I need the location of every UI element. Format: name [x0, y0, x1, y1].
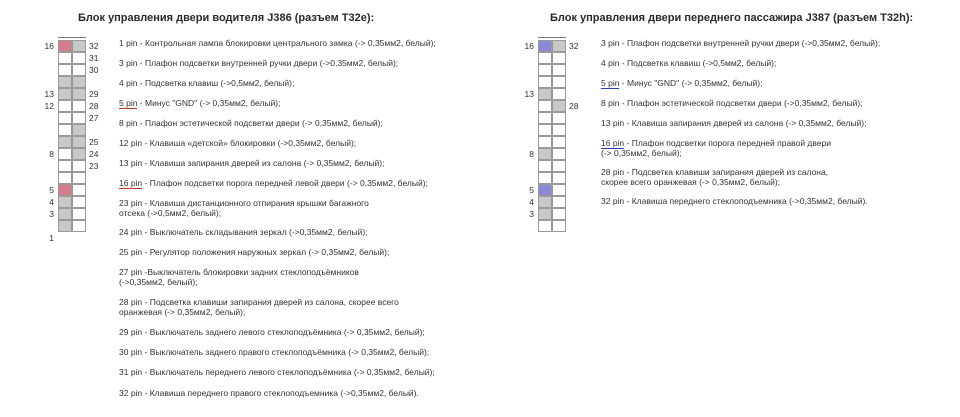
connector-pin-cell	[58, 148, 72, 160]
pin-description	[119, 38, 436, 48]
connector-pin-cell	[72, 136, 86, 148]
pin-description	[119, 198, 369, 218]
pin-number-label: 13	[524, 89, 534, 99]
pin-text: - Плафон подсветки порога передней правой двери	[624, 138, 832, 148]
pin-ref: 3 pin	[119, 58, 138, 68]
pin-text: - Минус "GND" (-> 0,35мм2, белый);	[619, 78, 763, 88]
connector-pin-cell	[552, 52, 566, 64]
pin-ref: 25 pin	[119, 247, 143, 257]
connector-pin-cell	[58, 52, 72, 64]
pin-text-continued: скорее всего оранжевая (-> 0,35мм2, белый);	[601, 177, 781, 187]
pin-number-label: 29	[89, 89, 99, 99]
pin-ref: 29 pin	[119, 327, 143, 337]
connector-pin-cell	[72, 160, 86, 172]
pin-number-label: 4	[49, 197, 54, 207]
connector-pin-cell	[58, 88, 72, 100]
pin-description	[119, 58, 398, 68]
pin-text: - Плафон подсветки внутренней ручки двери (->0,35мм2, белый);	[619, 38, 881, 48]
pin-number-label: 1	[49, 233, 54, 243]
pin-description	[119, 367, 435, 377]
pin-number-label: 3	[529, 209, 534, 219]
pin-ref: 4 pin	[601, 58, 620, 68]
pin-number-label: 24	[89, 149, 99, 159]
pin-number-label: 28	[569, 101, 579, 111]
connector-pin-cell	[58, 76, 72, 88]
pin-ref: 28 pin	[119, 297, 143, 307]
connector-pin-cell	[552, 88, 566, 100]
pin-text: - Плафон подсветки внутренней ручки двери (->0,35мм2, белый);	[137, 58, 399, 68]
connector-pin-cell	[58, 64, 72, 76]
pin-description	[119, 388, 419, 398]
connector-pin-cell	[538, 40, 552, 52]
connector-pin-cell	[552, 76, 566, 88]
pin-ref: 32 pin	[601, 196, 625, 206]
pin-number-label: 32	[89, 41, 99, 51]
connector-pin-cell	[538, 112, 552, 124]
pin-text: -Выключатель блокировки задних стеклоподъёмников	[142, 267, 359, 277]
pin-number-label: 8	[49, 149, 54, 159]
pin-text: - Клавиша переднего стеклоподъемника (->0,35мм2, белый).	[624, 196, 868, 206]
pin-text: - Выключатель заднего правого стеклоподъёмника (-> 0,35мм2, белый);	[142, 347, 430, 357]
pin-text: - Подсветка клавиш (->0,5мм2, белый);	[137, 78, 295, 88]
pin-text: - Клавиша запирания дверей из салона (-> 0,35мм2, белый);	[142, 158, 385, 168]
connector-pin-cell	[538, 136, 552, 148]
connector-pin-cell	[72, 88, 86, 100]
connector-pin-cell	[538, 184, 552, 196]
pin-text-continued: оранжевая (-> 0,35мм2, белый);	[119, 307, 246, 317]
pin-text-continued: отсека (->0,5мм2, белый);	[119, 208, 222, 218]
pin-description	[601, 118, 867, 128]
pin-ref: 16 pin	[119, 178, 143, 188]
pin-text: - Выключатель складывания зеркал (->0,35мм2, белый);	[142, 227, 368, 237]
pin-number-label: 16	[524, 41, 534, 51]
connector-pin-cell	[58, 124, 72, 136]
pin-number-label: 31	[89, 53, 99, 63]
connector-pin-cell	[72, 64, 86, 76]
pin-ref: 23 pin	[119, 198, 143, 208]
connector-pin-cell	[72, 148, 86, 160]
pin-number-label: 32	[569, 41, 579, 51]
pin-text: - Регулятор положения наружных зеркал (-> 0,35мм2, белый);	[142, 247, 390, 257]
pin-ref: 31 pin	[119, 367, 143, 377]
connector-pin-cell	[538, 172, 552, 184]
connector-pin-cell	[552, 124, 566, 136]
connector-pin-cell	[58, 100, 72, 112]
pin-description	[119, 98, 280, 108]
connector-pin-cell	[72, 112, 86, 124]
connector-pin-cell	[72, 196, 86, 208]
pin-text: - Минус "GND" (-> 0,35мм2, белый);	[137, 98, 281, 108]
connector-pin-cell	[72, 52, 86, 64]
pin-ref: 3 pin	[601, 38, 620, 48]
pin-text: - Выключатель заднего левого стеклоподъёмника (-> 0,35мм2, белый);	[142, 327, 425, 337]
connector-pin-cell	[538, 88, 552, 100]
pin-description	[601, 196, 868, 206]
pin-text: - Плафон эстетической подсветки двери (->0,35мм2, белый);	[619, 98, 863, 108]
pin-description	[119, 227, 368, 237]
connector-pin-cell	[72, 220, 86, 232]
pin-number-label: 30	[89, 65, 99, 75]
pin-ref: 16 pin	[601, 138, 625, 148]
pin-text-continued: (->0,35мм2, белый);	[119, 277, 198, 287]
connector-pin-cell	[538, 124, 552, 136]
pin-number-label: 5	[529, 185, 534, 195]
pin-ref: 1 pin	[119, 38, 138, 48]
pin-number-label: 25	[89, 137, 99, 147]
pin-number-label: 8	[529, 149, 534, 159]
connector-pin-cell	[58, 136, 72, 148]
connector-pin-cell	[538, 208, 552, 220]
left-connector-diagram	[40, 35, 110, 245]
right-connector-diagram	[520, 35, 590, 245]
pin-number-label: 27	[89, 113, 99, 123]
connector-pin-cell	[538, 148, 552, 160]
pin-ref: 8 pin	[119, 118, 138, 128]
connector-top-bar	[538, 37, 566, 38]
right-title: Блок управления двери переднего пассажира J387 (разъем T32h):	[550, 12, 914, 24]
connector-pin-cell	[552, 64, 566, 76]
connector-pin-cell	[552, 184, 566, 196]
pin-ref: 4 pin	[119, 78, 138, 88]
connector-pin-cell	[58, 196, 72, 208]
connector-pin-cell	[538, 100, 552, 112]
pin-text: - Выключатель переднего левого стеклоподъёмника (-> 0,35мм2, белый);	[142, 367, 435, 377]
connector-pin-cell	[538, 52, 552, 64]
pin-ref: 27 pin	[119, 267, 143, 277]
pin-number-label: 13	[44, 89, 54, 99]
pin-description	[119, 327, 425, 337]
pin-description	[119, 347, 429, 357]
connector-pin-cell	[552, 112, 566, 124]
connector-pin-cell	[58, 172, 72, 184]
connector-pin-cell	[72, 124, 86, 136]
connector-pin-cell	[552, 220, 566, 232]
pin-text: - Подсветка клавиши запирания дверей из салона,	[624, 167, 829, 177]
connector-pin-cell	[552, 208, 566, 220]
connector-pin-cell	[58, 160, 72, 172]
pin-number-label: 3	[49, 209, 54, 219]
pin-description	[601, 78, 762, 88]
pin-number-label: 12	[44, 101, 54, 111]
pin-ref: 30 pin	[119, 347, 143, 357]
pin-ref: 5 pin	[119, 98, 138, 108]
pin-text: - Контрольная лампа блокировки центрального замка (-> 0,35мм2, белый);	[137, 38, 436, 48]
connector-pin-cell	[538, 76, 552, 88]
connector-pin-cell	[72, 208, 86, 220]
pin-description	[119, 138, 356, 148]
connector-pin-cell	[552, 172, 566, 184]
pin-description	[119, 78, 294, 88]
pin-ref: 28 pin	[601, 167, 625, 177]
pin-ref: 24 pin	[119, 227, 143, 237]
pin-text-continued: (-> 0,35мм2, белый);	[601, 148, 682, 158]
pin-ref: 12 pin	[119, 138, 143, 148]
connector-pin-cell	[58, 208, 72, 220]
connector-pin-cell	[58, 40, 72, 52]
pin-text: - Клавиша дистанционного отпирания крышки багажного	[142, 198, 369, 208]
connector-pin-cell	[72, 76, 86, 88]
connector-pin-cell	[552, 160, 566, 172]
connector-pin-cell	[538, 64, 552, 76]
pin-number-label: 4	[529, 197, 534, 207]
connector-pin-cell	[58, 184, 72, 196]
connector-top-bar	[58, 37, 86, 38]
pin-description	[119, 178, 428, 188]
pin-text: - Клавиша запирания дверей из салона (-> 0,35мм2, белый);	[624, 118, 867, 128]
pin-text: - Клавиша «детской» блокировки (->0,35мм2, белый);	[142, 138, 357, 148]
pin-description	[119, 158, 385, 168]
pin-description	[119, 267, 359, 287]
pin-description	[601, 138, 831, 158]
connector-pin-cell	[58, 220, 72, 232]
pin-description	[601, 98, 863, 108]
pin-description	[601, 58, 776, 68]
pin-ref: 32 pin	[119, 388, 143, 398]
pin-number-label: 28	[89, 101, 99, 111]
pin-text: - Плафон эстетической подсветки двери (-> 0,35мм2, белый);	[137, 118, 383, 128]
pin-description	[119, 118, 383, 128]
pin-description	[119, 297, 399, 317]
connector-pin-cell	[538, 160, 552, 172]
connector-pin-cell	[72, 40, 86, 52]
pin-text: - Клавиша переднего правого стеклоподъемника (->0,35мм2, белый).	[142, 388, 419, 398]
connector-pin-cell	[552, 100, 566, 112]
pin-ref: 13 pin	[601, 118, 625, 128]
connector-pin-cell	[538, 220, 552, 232]
connector-pin-cell	[538, 196, 552, 208]
pin-text: - Подсветка клавиши запирания дверей из салона, скорее всего	[142, 297, 399, 307]
pin-text: - Подсветка клавиш (->0,5мм2, белый);	[619, 58, 777, 68]
pin-ref: 8 pin	[601, 98, 620, 108]
connector-pin-cell	[552, 148, 566, 160]
connector-pin-cell	[58, 112, 72, 124]
connector-pin-cell	[72, 100, 86, 112]
pin-number-label: 5	[49, 185, 54, 195]
left-title: Блок управления двери водителя J386 (разъем T32e):	[78, 12, 375, 24]
connector-pin-cell	[552, 136, 566, 148]
pin-description	[601, 167, 828, 187]
connector-pin-cell	[552, 40, 566, 52]
pin-description	[601, 38, 880, 48]
connector-pin-cell	[72, 172, 86, 184]
connector-pin-cell	[72, 184, 86, 196]
pin-text: - Плафон подсветки порога передней левой двери (-> 0,35мм2, белый);	[142, 178, 428, 188]
pin-ref: 13 pin	[119, 158, 143, 168]
pin-number-label: 16	[44, 41, 54, 51]
pin-ref: 5 pin	[601, 78, 620, 88]
connector-pin-cell	[552, 196, 566, 208]
pin-description	[119, 247, 389, 257]
pin-number-label: 23	[89, 161, 99, 171]
